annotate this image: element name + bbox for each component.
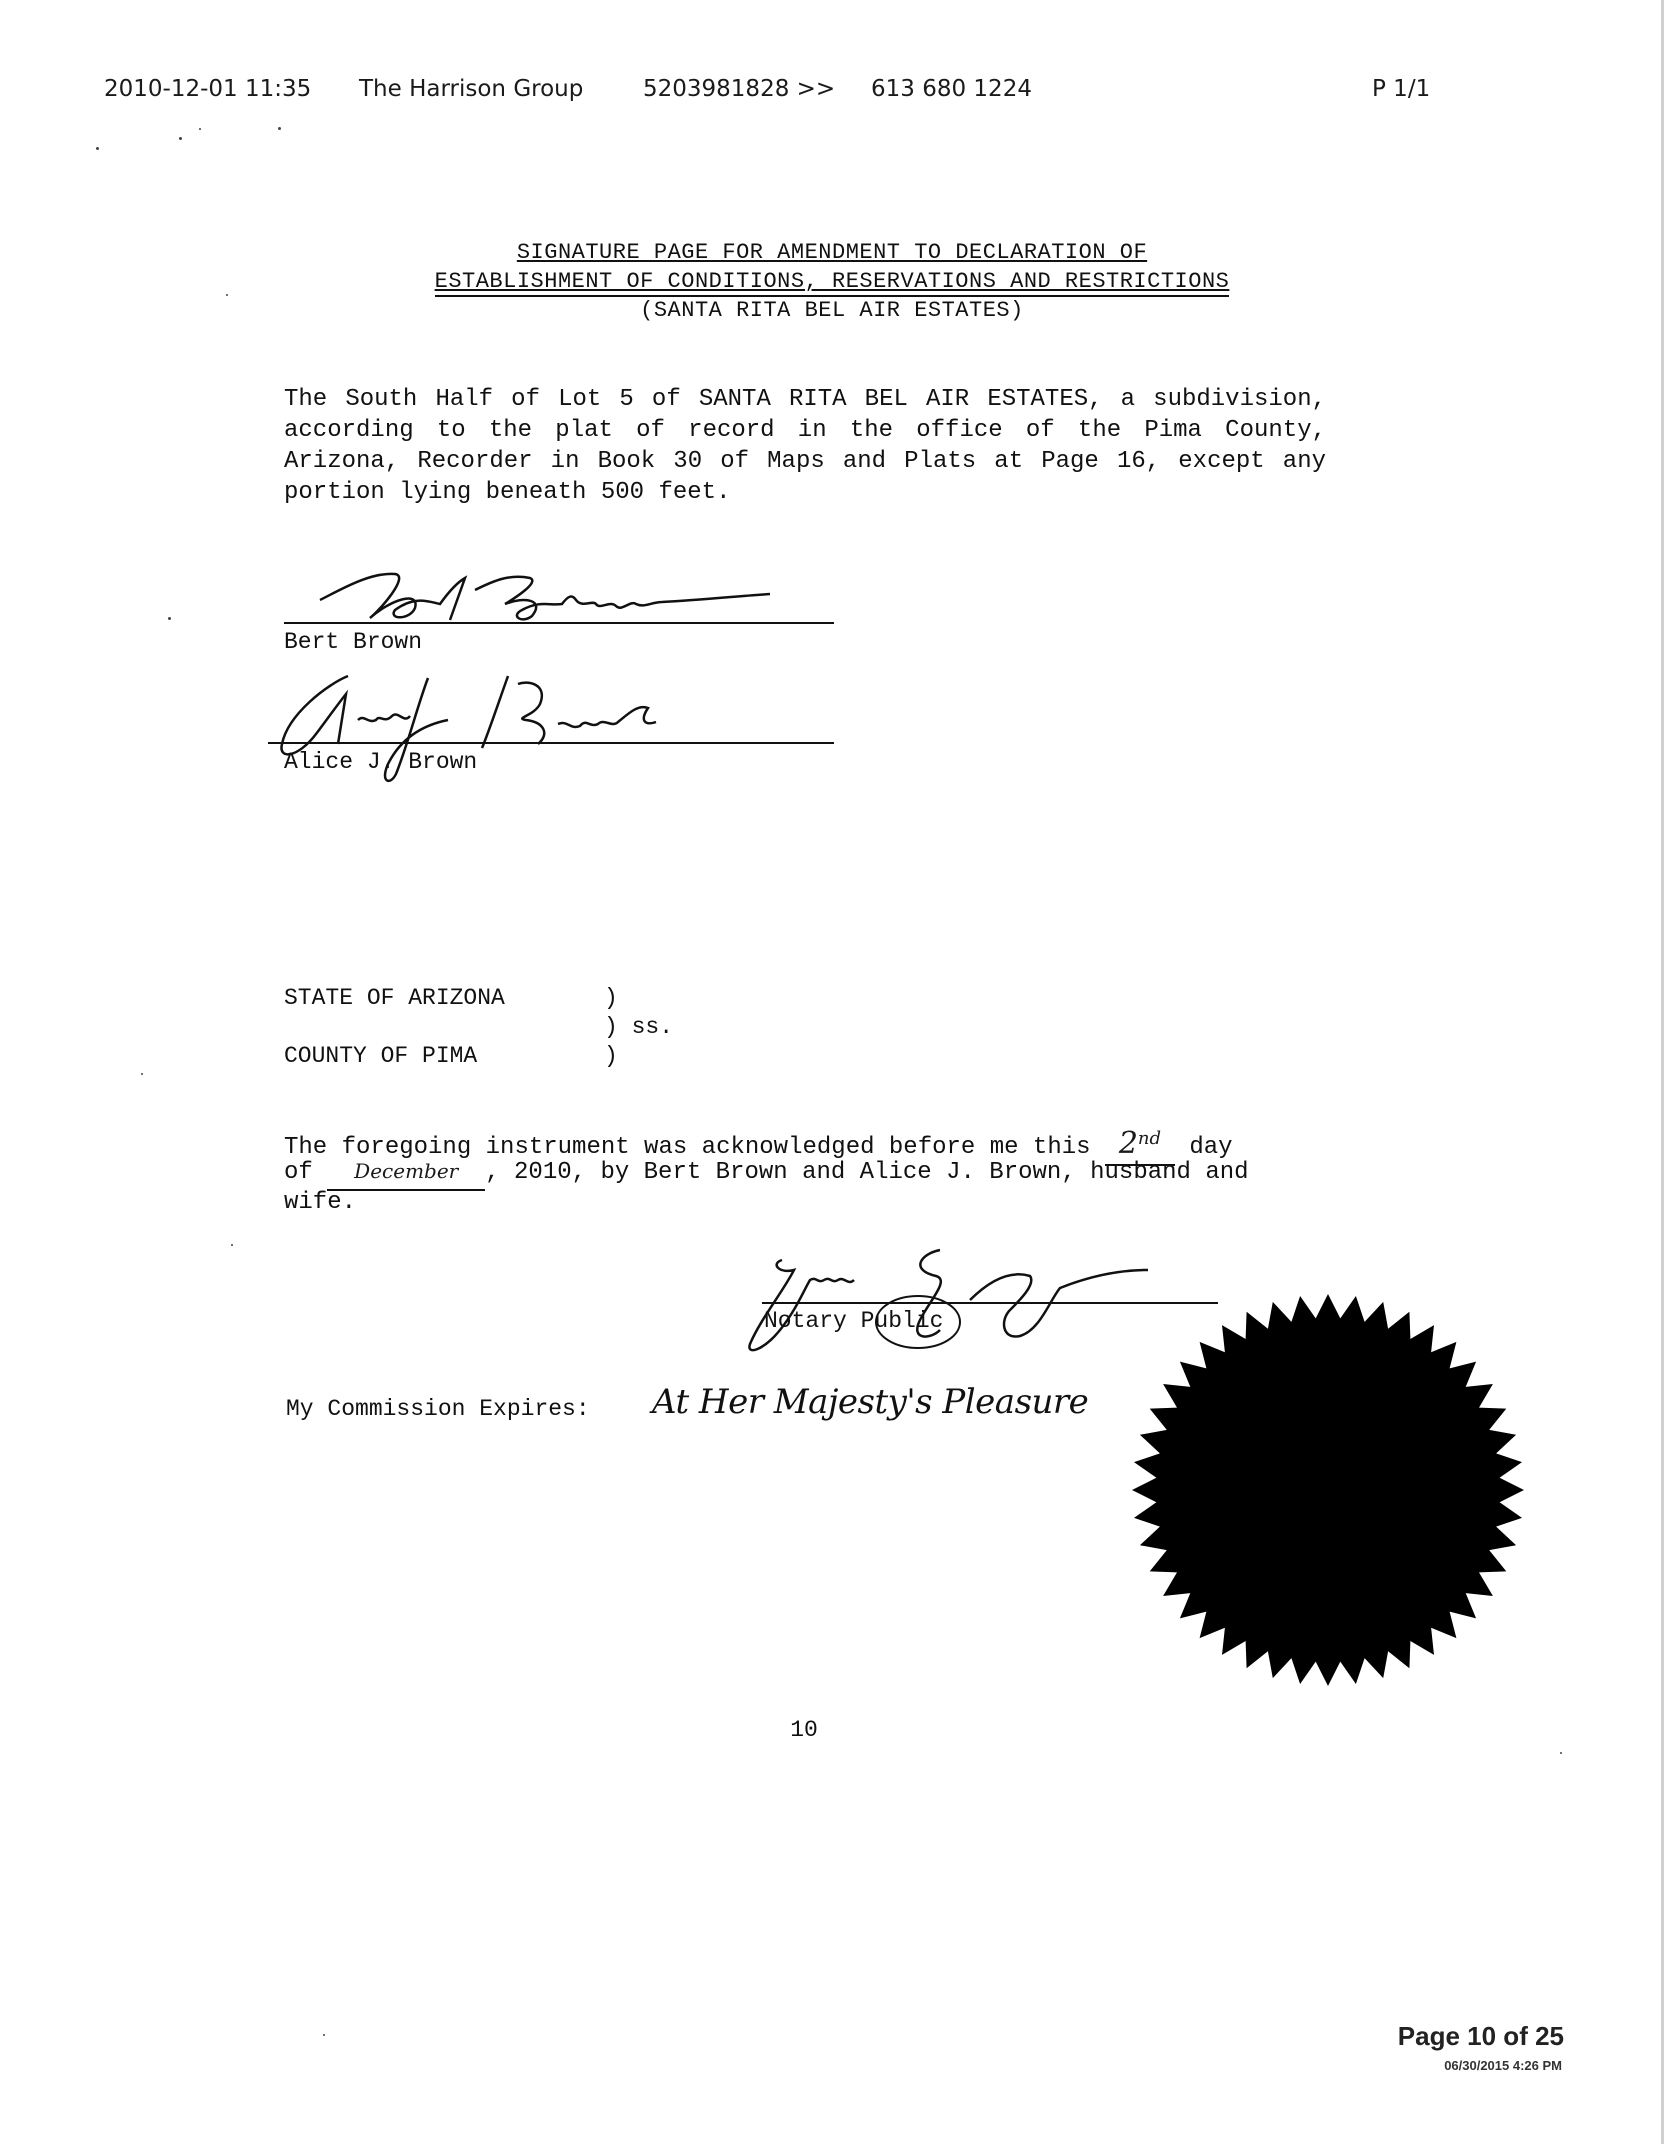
- signatory-name: Bert Brown: [284, 629, 423, 655]
- scan-speck: [199, 128, 201, 130]
- footer-page-count: Page 10 of 25: [1397, 2021, 1564, 2051]
- venue-ss: ) ss.: [604, 1014, 674, 1040]
- ack-day-suffix: nd: [1137, 1128, 1162, 1149]
- ack-text: day: [1189, 1134, 1233, 1161]
- bert-brown-signature: [300, 560, 780, 630]
- commission-expires: [286, 1382, 1089, 1422]
- scan-speck: [96, 147, 99, 150]
- venue-paren: ): [604, 985, 618, 1011]
- fax-page-count: P 1/1: [1372, 76, 1431, 102]
- document-title: [0, 238, 1664, 325]
- ack-month: December: [354, 1159, 459, 1183]
- ack-text: , 2010, by Bert Brown and Alice J. Brown, husband and: [485, 1159, 1249, 1186]
- notary-seal: [1128, 1290, 1528, 1690]
- seal-starburst: [1132, 1294, 1524, 1686]
- ack-month-field: [327, 1155, 485, 1191]
- signatory-name: Alice J. Brown: [284, 749, 478, 775]
- commission-value: At Her Majesty's Pleasure: [652, 1382, 1089, 1422]
- scan-speck: [323, 2034, 325, 2036]
- scan-speck: [168, 617, 171, 620]
- fax-sender: The Harrison Group: [359, 76, 584, 102]
- signature-line: [284, 622, 834, 624]
- fax-to-number: 613 680 1224: [871, 76, 1032, 102]
- scan-speck: [1560, 1752, 1562, 1754]
- fax-header: [0, 76, 1664, 108]
- title-line-3: (SANTA RITA BEL AIR ESTATES): [640, 298, 1024, 323]
- ack-day: 2: [1118, 1126, 1138, 1161]
- footer-timestamp: 06/30/2015 4:26 PM: [1444, 2058, 1562, 2073]
- page-number: 10: [790, 1717, 818, 1743]
- scan-speck: [278, 127, 281, 130]
- title-line-1: SIGNATURE PAGE FOR AMENDMENT TO DECLARATION OF: [516, 240, 1148, 265]
- fax-datetime: 2010-12-01 11:35: [104, 76, 312, 102]
- commission-label: My Commission Expires:: [286, 1396, 590, 1422]
- venue-county: COUNTY OF PIMA: [284, 1043, 478, 1069]
- notary-signature: [740, 1240, 1160, 1360]
- ack-text: The foregoing instrument was acknowledged before me this: [284, 1134, 1091, 1161]
- ack-day-field: [1105, 1123, 1175, 1166]
- notary-label: Notary Public: [764, 1308, 944, 1334]
- venue-paren: ): [604, 1043, 618, 1069]
- title-line-2: ESTABLISHMENT OF CONDITIONS, RESERVATIONS AND RESTRICTIONS: [435, 269, 1230, 297]
- ack-text: wife.: [284, 1189, 357, 1216]
- fax-from-number: 5203981828 >>: [643, 76, 836, 102]
- signature-line: [268, 742, 834, 744]
- acknowledgment-paragraph: [284, 1123, 1328, 1219]
- venue-state: STATE OF ARIZONA: [284, 985, 505, 1011]
- legal-description: The South Half of Lot 5 of SANTA RITA BEL AIR ESTATES, a subdivision, according to the plat of record in the office of the Pima County, Arizona, Recorder in Book 30 of Maps and Plats at Page 16, except any portion lying beneath 500 feet.: [284, 386, 1326, 506]
- scan-speck: [179, 137, 182, 140]
- scan-speck: [231, 1244, 233, 1246]
- ack-text: of: [284, 1159, 313, 1186]
- scan-speck: [141, 1073, 143, 1075]
